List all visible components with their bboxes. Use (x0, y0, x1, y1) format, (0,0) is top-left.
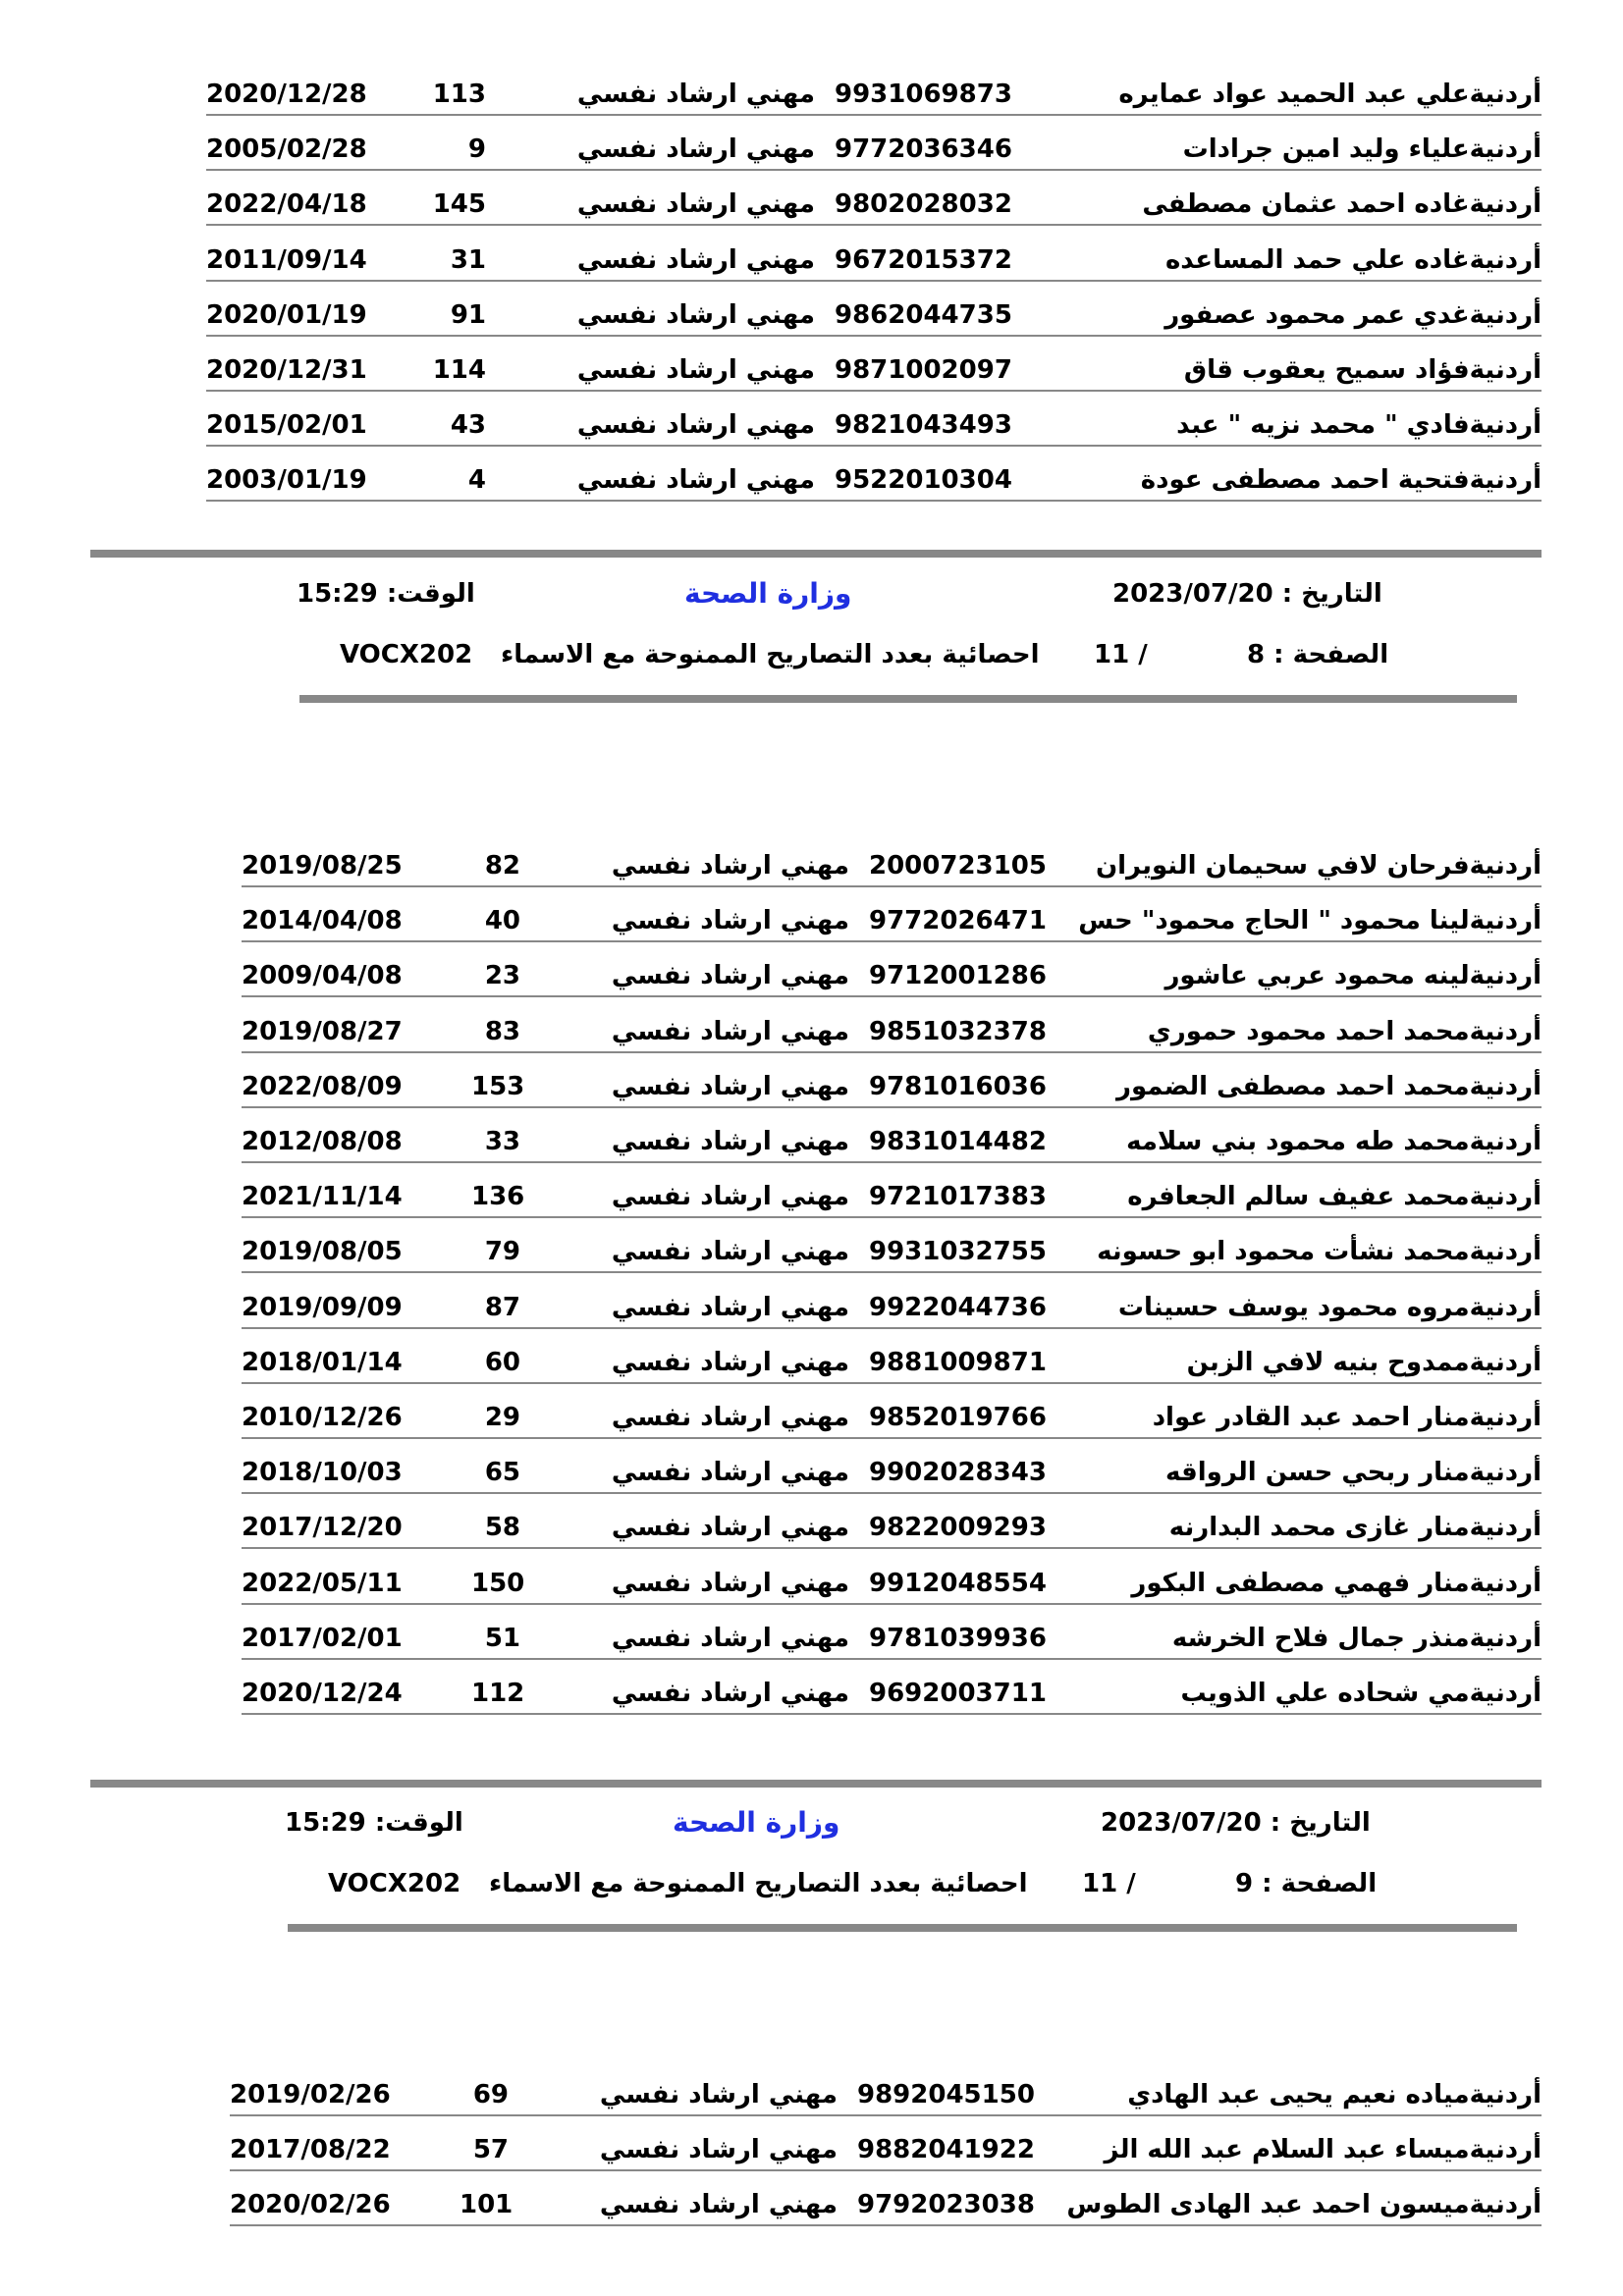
report-date: التاريخ : 2023/07/20 (1101, 1808, 1371, 1838)
national-id: 9892045150 (857, 2080, 1035, 2109)
permit-count: 113 (432, 80, 486, 109)
profession: مهني ارشاد نفسي (611, 1679, 849, 1708)
permit-count: 31 (450, 244, 486, 275)
table-row (206, 405, 1542, 447)
profession: مهني ارشاد نفسي (576, 80, 815, 109)
permit-count: 145 (432, 189, 486, 220)
permit-date: 2020/12/31 (206, 355, 367, 385)
person-name: أردنيةغاده احمد عثمان مصطفى (1142, 189, 1542, 220)
table-row (242, 1619, 1542, 1660)
profession: مهني ارشاد نفسي (576, 355, 815, 385)
national-id: 9522010304 (835, 465, 1012, 496)
national-id: 9852019766 (869, 1403, 1047, 1432)
permit-date: 2017/12/20 (242, 1513, 403, 1543)
table-row (206, 460, 1542, 502)
national-id: 9692003711 (869, 1679, 1047, 1708)
person-name: أردنيةلينا محمود " الحاج محمود" حس (1078, 906, 1542, 936)
national-id: 9912048554 (869, 1568, 1047, 1598)
national-id: 9931032755 (869, 1237, 1047, 1267)
permit-count: 136 (471, 1182, 525, 1212)
table-row (242, 901, 1542, 942)
table-row (242, 1674, 1542, 1715)
person-name: أردنيةمنار فهمي مصطفى البكور (1131, 1568, 1542, 1598)
permit-count: 9 (467, 134, 486, 165)
national-id: 9821043493 (835, 410, 1012, 441)
permit-count: 150 (471, 1568, 525, 1598)
permit-date: 2020/12/28 (206, 80, 367, 109)
permit-date: 2020/01/19 (206, 299, 367, 330)
national-id: 9902028343 (869, 1458, 1047, 1488)
table-row (242, 1122, 1542, 1163)
table-row (206, 75, 1542, 116)
permit-date: 2014/04/08 (242, 906, 403, 936)
header-rule (299, 695, 1517, 703)
profession: مهني ارشاد نفسي (611, 1292, 849, 1322)
person-name: أردنيةميساء عبد السلام عبد الله الز (1104, 2135, 1542, 2165)
person-name: أردنيةمنذر جمال فلاح الخرشه (1171, 1623, 1542, 1653)
profession: مهني ارشاد نفسي (611, 1237, 849, 1267)
national-id: 9862044735 (835, 299, 1012, 330)
permit-count: 40 (484, 906, 520, 936)
permit-date: 2022/05/11 (242, 1568, 403, 1598)
permit-count: 43 (450, 410, 486, 441)
permit-date: 2019/02/26 (230, 2080, 391, 2109)
report-title: احصائية بعدد التصاريح الممنوحة مع الاسماء (501, 640, 1040, 669)
national-id: 9802028032 (835, 189, 1012, 220)
person-name: أردنيةمروه محمود يوسف حسينات (1117, 1292, 1542, 1322)
person-name: أردنيةمحمد طه محمود بني سلامه (1126, 1127, 1542, 1156)
person-name: أردنيةممدوح بنيه لافي الزبن (1186, 1347, 1542, 1377)
person-name: أردنيةمنار احمد عبد القادر عواد (1152, 1403, 1542, 1432)
profession: مهني ارشاد نفسي (611, 1182, 849, 1212)
profession: مهني ارشاد نفسي (611, 906, 849, 936)
report-code: VOCX202 (328, 1869, 461, 1898)
permit-count: 101 (460, 2190, 514, 2220)
permit-date: 2019/08/27 (242, 1016, 403, 1046)
person-name: أردنيةغدي عمر محمود عصفور (1164, 299, 1542, 330)
report-date: التاريخ : 2023/07/20 (1112, 579, 1382, 609)
table-row (206, 240, 1542, 282)
table-row (206, 185, 1542, 226)
person-name: أردنيةمنار ربحي حسن الرواقه (1164, 1458, 1542, 1488)
permit-count: 33 (484, 1127, 520, 1156)
national-id: 9781016036 (869, 1071, 1047, 1101)
permit-count: 153 (471, 1071, 525, 1101)
section-separator (90, 550, 1542, 558)
person-name: أردنيةمحمد احمد مصطفى الضمور (1116, 1071, 1542, 1101)
table-row (242, 1067, 1542, 1108)
profession: مهني ارشاد نفسي (611, 1071, 849, 1101)
national-id: 9772036346 (835, 134, 1012, 165)
person-name: أردنيةفرحان لافي سحيمان النويران (1095, 851, 1542, 881)
permit-count: 23 (484, 961, 520, 991)
profession: مهني ارشاد نفسي (599, 2135, 838, 2165)
permit-count: 83 (484, 1016, 520, 1046)
table-row (242, 1288, 1542, 1329)
profession: مهني ارشاد نفسي (576, 410, 815, 441)
permit-count: 69 (472, 2080, 509, 2109)
permit-date: 2019/09/09 (242, 1292, 403, 1322)
permit-count: 112 (471, 1679, 525, 1708)
person-name: أردنيةمنار غازى محمد البدارنه (1168, 1513, 1542, 1543)
person-name: أردنيةميسون احمد عبد الهادى الطوس (1066, 2190, 1542, 2220)
permit-date: 2018/01/14 (242, 1347, 403, 1377)
ministry-title: وزارة الصحة (684, 577, 852, 610)
table-row (230, 2130, 1542, 2171)
permit-date: 2022/04/18 (206, 189, 367, 220)
report-time: الوقت: 15:29 (285, 1808, 463, 1838)
profession: مهني ارشاد نفسي (599, 2190, 838, 2220)
national-id: 9781039936 (869, 1623, 1047, 1653)
permit-date: 2020/02/26 (230, 2190, 391, 2220)
permit-date: 2003/01/19 (206, 465, 367, 496)
person-name: أردنيةفؤاد سميح يعقوب قاق (1183, 355, 1542, 385)
person-name: أردنيةمحمد عفيف سالم الجعافره (1127, 1182, 1542, 1212)
national-id: 9882041922 (857, 2135, 1035, 2165)
person-name: أردنيةلينه محمود عربي عاشور (1164, 961, 1542, 991)
national-id: 9772026471 (869, 906, 1047, 936)
profession: مهني ارشاد نفسي (576, 189, 815, 220)
permit-count: 79 (484, 1237, 520, 1267)
permit-date: 2010/12/26 (242, 1403, 403, 1432)
profession: مهني ارشاد نفسي (611, 1347, 849, 1377)
permit-date: 2019/08/25 (242, 851, 403, 881)
profession: مهني ارشاد نفسي (576, 465, 815, 496)
page-number: الصفحة : 8 (1247, 640, 1389, 669)
permit-date: 2019/08/05 (242, 1237, 403, 1267)
permit-count: 114 (432, 355, 486, 385)
table-row (242, 1012, 1542, 1053)
person-name: أردنيةعلي عبد الحميد عواد عمايره (1118, 80, 1542, 109)
national-id: 9672015372 (835, 244, 1012, 275)
ministry-title: وزارة الصحة (673, 1806, 840, 1839)
profession: مهني ارشاد نفسي (576, 244, 815, 275)
national-id: 9822009293 (869, 1513, 1047, 1543)
permit-count: 65 (484, 1458, 520, 1488)
person-name: أردنيةفادي " محمد نزيه " عبد (1176, 410, 1542, 441)
permit-date: 2020/12/24 (242, 1679, 403, 1708)
table-row (230, 2185, 1542, 2226)
person-name: أردنيةفتحية احمد مصطفى عودة (1140, 465, 1542, 496)
national-id: 9931069873 (835, 80, 1012, 109)
profession: مهني ارشاد نفسي (611, 851, 849, 881)
permit-date: 2011/09/14 (206, 244, 367, 275)
permit-date: 2015/02/01 (206, 410, 367, 441)
permit-date: 2005/02/28 (206, 134, 367, 165)
permit-date: 2022/08/09 (242, 1071, 403, 1101)
profession: مهني ارشاد نفسي (611, 1568, 849, 1598)
page-total: 11 / (1082, 1869, 1136, 1898)
table-row (242, 1508, 1542, 1549)
profession: مهني ارشاد نفسي (611, 1458, 849, 1488)
person-name: أردنيةغاده علي حمد المساعده (1164, 244, 1542, 275)
profession: مهني ارشاد نفسي (611, 1403, 849, 1432)
national-id: 9721017383 (869, 1182, 1047, 1212)
report-code: VOCX202 (340, 640, 473, 669)
profession: مهني ارشاد نفسي (599, 2080, 838, 2109)
permit-date: 2021/11/14 (242, 1182, 403, 1212)
table-row (206, 295, 1542, 337)
permit-date: 2009/04/08 (242, 961, 403, 991)
table-row (242, 846, 1542, 887)
permit-count: 60 (484, 1347, 520, 1377)
national-id: 9831014482 (869, 1127, 1047, 1156)
table-row (230, 2075, 1542, 2116)
national-id: 9712001286 (869, 961, 1047, 991)
profession: مهني ارشاد نفسي (576, 134, 815, 165)
profession: مهني ارشاد نفسي (611, 1623, 849, 1653)
table-row (242, 1177, 1542, 1218)
section-separator (90, 1780, 1542, 1788)
permit-count: 91 (450, 299, 486, 330)
permit-date: 2018/10/03 (242, 1458, 403, 1488)
page-number: الصفحة : 9 (1235, 1869, 1378, 1898)
table-row (242, 1398, 1542, 1439)
permit-count: 82 (484, 851, 520, 881)
person-name: أردنيةمياده نعيم يحيى عبد الهادي (1127, 2080, 1542, 2109)
person-name: أردنيةمحمد نشأت محمود ابو حسونه (1097, 1237, 1542, 1267)
person-name: أردنيةمحمد احمد محمود حموري (1147, 1016, 1542, 1046)
permit-count: 29 (484, 1403, 520, 1432)
permit-date: 2017/08/22 (230, 2135, 391, 2165)
profession: مهني ارشاد نفسي (611, 1127, 849, 1156)
person-name: أردنيةعلياء وليد امين جرادات (1182, 134, 1542, 165)
table-row (206, 350, 1542, 392)
profession: مهني ارشاد نفسي (611, 961, 849, 991)
profession: مهني ارشاد نفسي (576, 299, 815, 330)
page-total: 11 / (1094, 640, 1148, 669)
permit-count: 57 (472, 2135, 509, 2165)
table-row (242, 1343, 1542, 1384)
permit-count: 51 (484, 1623, 520, 1653)
permit-count: 58 (484, 1513, 520, 1543)
permit-count: 87 (484, 1292, 520, 1322)
national-id: 9871002097 (835, 355, 1012, 385)
report-time: الوقت: 15:29 (297, 579, 475, 609)
table-row (242, 956, 1542, 997)
profession: مهني ارشاد نفسي (611, 1513, 849, 1543)
permit-count: 4 (467, 465, 486, 496)
table-row (206, 130, 1542, 171)
table-row (242, 1564, 1542, 1605)
national-id: 9922044736 (869, 1292, 1047, 1322)
person-name: أردنيةمي شحاده علي الذويب (1180, 1679, 1542, 1708)
table-row (242, 1232, 1542, 1273)
national-id: 9851032378 (869, 1016, 1047, 1046)
permit-date: 2017/02/01 (242, 1623, 403, 1653)
permit-date: 2012/08/08 (242, 1127, 403, 1156)
national-id: 9881009871 (869, 1347, 1047, 1377)
profession: مهني ارشاد نفسي (611, 1016, 849, 1046)
national-id: 9792023038 (857, 2190, 1035, 2220)
header-rule (288, 1924, 1517, 1932)
report-title: احصائية بعدد التصاريح الممنوحة مع الاسماء (489, 1869, 1028, 1898)
table-row (242, 1453, 1542, 1494)
national-id: 2000723105 (869, 851, 1047, 881)
